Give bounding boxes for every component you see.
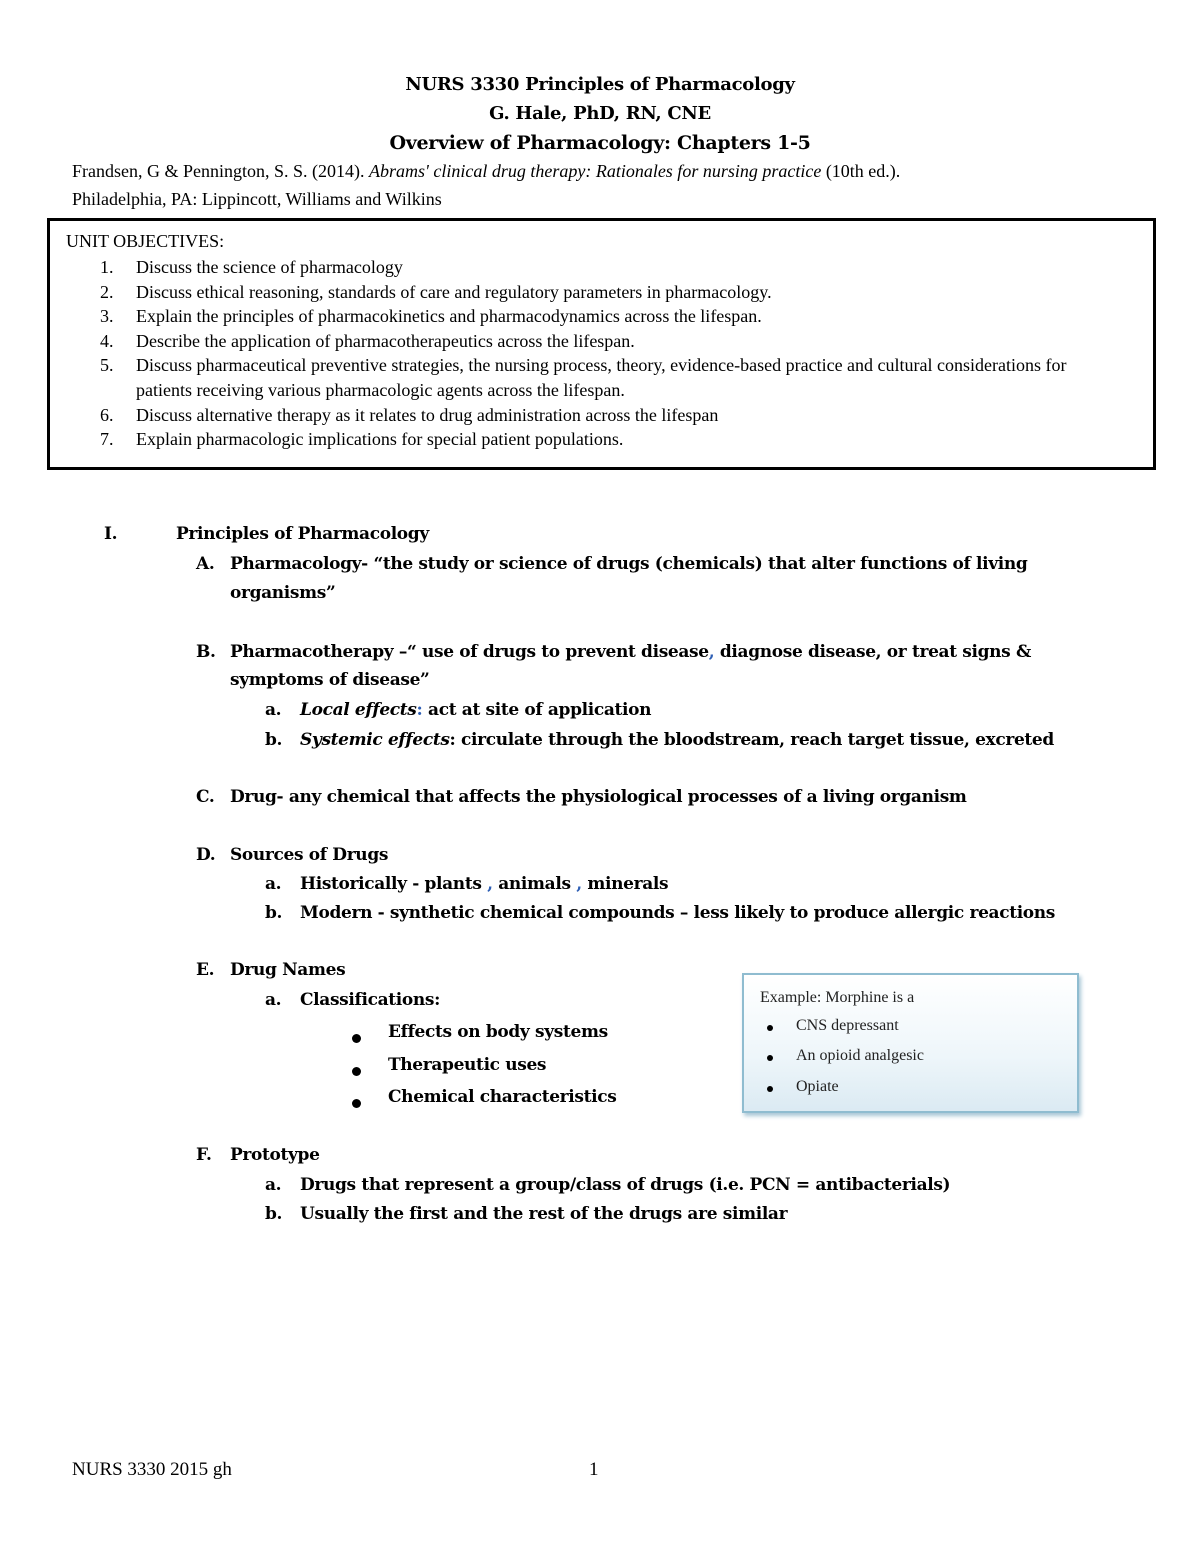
- bullet-icon: [767, 1025, 773, 1031]
- example-label: Example: Morphine is a: [760, 989, 915, 1006]
- historical-sources: [300, 874, 668, 894]
- objectives-list: [50, 255, 1153, 452]
- systemic-effects: [300, 730, 1054, 750]
- reference-line-1: [72, 161, 900, 182]
- bullet-icon: [767, 1086, 773, 1092]
- objective-text: Discuss the science of pharmacology: [136, 257, 403, 277]
- page-number: 1: [589, 1459, 599, 1480]
- objective-number: 3.: [100, 306, 114, 327]
- classification-body-systems: Effects on body systems: [388, 1022, 608, 1042]
- drug-definition: Drug- any chemical that affects the physiological processes of a living organism: [230, 787, 967, 807]
- sources-of-drugs: Sources of Drugs: [230, 845, 389, 865]
- bullet-icon: [352, 1028, 361, 1048]
- pharmacology-definition: Pharmacology- “the study or science of drugs (chemicals) that alter functions of living: [230, 554, 1028, 574]
- historical-animals: animals: [492, 874, 571, 894]
- section-title: Principles of Pharmacology: [176, 524, 429, 544]
- classification-chemical: Chemical characteristics: [388, 1087, 617, 1107]
- objective-text: Explain pharmacologic implications for special patient populations.: [136, 429, 624, 450]
- item-letter-a: A.: [196, 554, 215, 574]
- objective-number: 5.: [100, 355, 114, 376]
- instructor-line: G. Hale, PhD, RN, CNE: [489, 103, 711, 124]
- example-item: An opioid analgesic: [796, 1047, 924, 1064]
- modern-sources: Modern - synthetic chemical compounds – less likely to produce allergic reactions: [300, 903, 1056, 923]
- sub-letter-a: a.: [265, 874, 282, 894]
- drug-names: Drug Names: [230, 960, 346, 980]
- classification-therapeutic: Therapeutic uses: [388, 1055, 547, 1075]
- historical-plants: Historically - plants: [300, 874, 482, 894]
- objective-item: [50, 329, 1153, 354]
- systemic-effects-desc: : circulate through the bloodstream, reach target tissue, excreted: [449, 730, 1054, 750]
- item-letter-e: E.: [196, 960, 215, 980]
- item-letter-c: C.: [196, 787, 215, 807]
- bullet-icon: [352, 1061, 361, 1081]
- objective-item: [50, 403, 1153, 428]
- reference-line-2: Philadelphia, PA: Lippincott, Williams and Wilkins: [72, 189, 442, 209]
- pharmacotherapy-definition-cont: symptoms of disease”: [230, 670, 430, 690]
- bullet-icon: [352, 1093, 361, 1113]
- sub-letter-b: b.: [265, 1204, 283, 1224]
- local-effects: [300, 700, 651, 720]
- footer-course: NURS 3330 2015 gh: [72, 1459, 232, 1480]
- sub-letter-b: b.: [265, 903, 283, 923]
- section-number: I.: [104, 524, 118, 544]
- reference-book-title: Abrams' clinical drug therapy: Rationales for nursing practice: [369, 161, 822, 181]
- objective-number: 2.: [100, 281, 114, 302]
- objective-text: Discuss pharmaceutical preventive strategies, the nursing process, theory, evidence-based practice and cultural considerations for patients receiving various pharmacologic agents across the lifespan.: [136, 355, 1067, 400]
- objective-text: Describe the application of pharmacotherapeutics across the lifespan.: [136, 330, 635, 351]
- blue-colon: :: [416, 700, 423, 720]
- example-box: [742, 973, 1079, 1113]
- objective-item: [50, 427, 1153, 452]
- objective-number: 1.: [100, 257, 114, 277]
- objective-number: 4.: [100, 330, 114, 351]
- objective-number: 7.: [100, 429, 114, 450]
- sub-letter-a: a.: [265, 700, 282, 720]
- prototype-definition: Drugs that represent a group/class of drugs (i.e. PCN = antibacterials): [300, 1175, 951, 1195]
- objective-item: [50, 353, 1153, 402]
- blue-comma: ,: [481, 874, 493, 894]
- pharmacotherapy-definition: [230, 642, 1031, 662]
- reference-edition: (10th ed.).: [821, 161, 901, 181]
- objective-text: Discuss alternative therapy as it relates to drug administration across the lifespan: [136, 404, 719, 425]
- reference-authors: Frandsen, G & Pennington, S. S. (2014).: [72, 161, 369, 181]
- item-letter-d: D.: [196, 845, 216, 865]
- sub-letter-b: b.: [265, 730, 283, 750]
- course-title: NURS 3330 Principles of Pharmacology: [405, 74, 795, 95]
- historical-minerals: minerals: [581, 874, 669, 894]
- local-effects-term: Local effects: [300, 700, 417, 720]
- objective-item: [50, 255, 1153, 280]
- objective-item: [50, 304, 1153, 329]
- unit-objectives-box: [47, 218, 1156, 470]
- prototype-note: Usually the first and the rest of the drugs are similar: [300, 1204, 788, 1224]
- example-item: Opiate: [796, 1078, 839, 1095]
- pharmacotherapy-text-cont: diagnose disease, or treat signs &: [714, 642, 1031, 662]
- item-letter-b: B.: [196, 642, 216, 662]
- local-effects-desc: act at site of application: [422, 700, 652, 720]
- blue-comma: ,: [570, 874, 582, 894]
- objectives-title: UNIT OBJECTIVES:: [66, 231, 225, 251]
- bullet-icon: [767, 1055, 773, 1061]
- pharmacology-definition-cont: organisms”: [230, 583, 336, 603]
- sub-letter-a: a.: [265, 990, 282, 1010]
- pharmacotherapy-text: Pharmacotherapy –“ use of drugs to prevent disease: [230, 642, 709, 662]
- item-letter-f: F.: [196, 1145, 212, 1165]
- objective-text: Explain the principles of pharmacokinetics and pharmacodynamics across the lifespan.: [136, 306, 762, 327]
- systemic-effects-term: Systemic effects: [300, 730, 450, 750]
- overview-heading: Overview of Pharmacology: Chapters 1-5: [389, 132, 811, 154]
- objective-item: [50, 280, 1153, 305]
- prototype: Prototype: [230, 1145, 320, 1165]
- objective-text: Discuss ethical reasoning, standards of care and regulatory parameters in pharmacology.: [136, 281, 772, 302]
- classifications: Classifications:: [300, 990, 440, 1010]
- objective-number: 6.: [100, 404, 114, 425]
- blue-comma: ,: [708, 642, 715, 662]
- sub-letter-a: a.: [265, 1175, 282, 1195]
- example-item: CNS depressant: [796, 1017, 899, 1034]
